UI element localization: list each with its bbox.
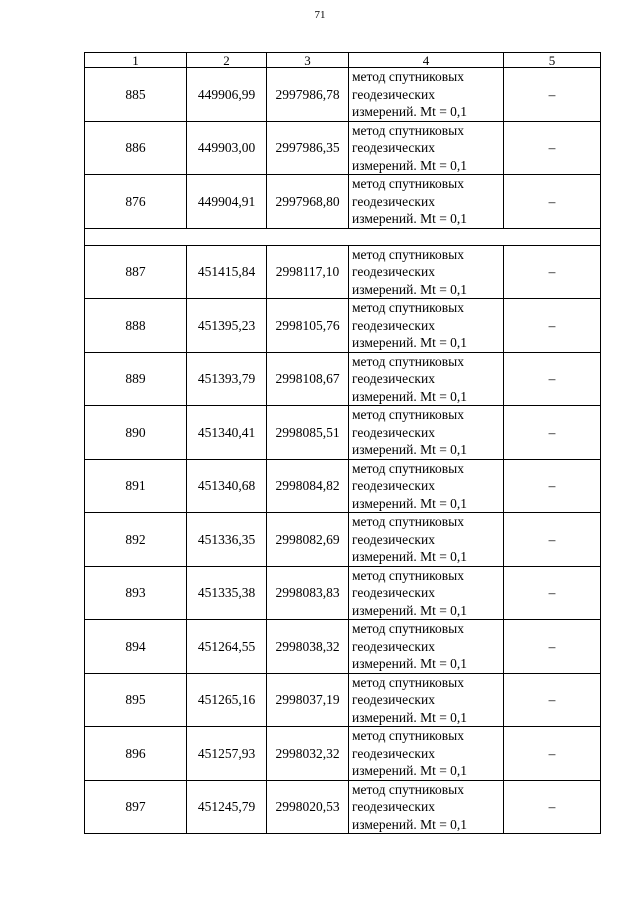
note-cell: –	[504, 299, 601, 353]
y-coordinate-cell: 2998038,32	[267, 620, 349, 674]
note-cell: –	[504, 245, 601, 299]
method-line: метод спутниковых	[352, 300, 464, 315]
method-line: измерений. Mt = 0,1	[352, 602, 468, 618]
point-id-cell: 888	[85, 299, 187, 353]
separator-row	[85, 228, 601, 245]
x-coordinate-cell: 449903,00	[187, 121, 267, 175]
method-line: измерений. Mt = 0,1	[352, 388, 468, 404]
table-row	[85, 121, 601, 175]
method-line: метод спутниковых	[352, 674, 464, 690]
table-row	[85, 780, 601, 834]
separator-cell	[85, 228, 601, 245]
method-line: измерений. Mt = 0,1	[352, 709, 468, 725]
y-coordinate-cell: 2998037,19	[267, 673, 349, 727]
x-coordinate-cell: 451393,79	[187, 352, 267, 406]
method-line: метод спутниковых	[352, 176, 464, 191]
method-line: геодезических	[352, 317, 435, 333]
table-row	[85, 406, 601, 460]
note-cell: –	[504, 121, 601, 175]
method-line: метод спутниковых	[352, 514, 464, 529]
coordinates-table	[84, 52, 601, 834]
point-id-cell: 895	[85, 673, 187, 727]
header-cell: 5	[504, 53, 601, 68]
header-cell: 1	[85, 53, 187, 68]
y-coordinate-cell: 2998108,67	[267, 352, 349, 406]
method-line: геодезических	[352, 86, 435, 102]
method-line: измерений. Mt = 0,1	[352, 211, 468, 226]
note-cell: –	[504, 68, 601, 122]
method-line: метод спутниковых	[352, 69, 464, 84]
method-cell	[349, 68, 504, 122]
method-line: геодезических	[352, 638, 435, 654]
table-row	[85, 459, 601, 513]
point-id-cell: 887	[85, 245, 187, 299]
table-row	[85, 620, 601, 674]
point-id-cell: 892	[85, 513, 187, 567]
note-cell: –	[504, 459, 601, 513]
method-cell	[349, 352, 504, 406]
method-line: геодезических	[352, 140, 435, 155]
table-row	[85, 175, 601, 229]
y-coordinate-cell: 2997968,80	[267, 175, 349, 229]
point-id-cell: 891	[85, 459, 187, 513]
table-row	[85, 245, 601, 299]
method-cell	[349, 245, 504, 299]
method-line: измерений. Mt = 0,1	[352, 104, 468, 119]
point-id-cell: 889	[85, 352, 187, 406]
method-line: метод спутниковых	[352, 122, 464, 138]
method-line: измерений. Mt = 0,1	[352, 816, 468, 832]
method-line: метод спутниковых	[352, 621, 464, 636]
table-row	[85, 68, 601, 122]
x-coordinate-cell: 449906,99	[187, 68, 267, 122]
method-line: метод спутниковых	[352, 567, 464, 583]
y-coordinate-cell: 2998105,76	[267, 299, 349, 353]
y-coordinate-cell: 2998020,53	[267, 780, 349, 834]
x-coordinate-cell: 451395,23	[187, 299, 267, 353]
method-line: геодезических	[352, 692, 435, 707]
x-coordinate-cell: 451245,79	[187, 780, 267, 834]
method-line: геодезических	[352, 799, 435, 814]
method-line: измерений. Mt = 0,1	[352, 495, 468, 511]
note-cell: –	[504, 513, 601, 567]
x-coordinate-cell: 449904,91	[187, 175, 267, 229]
page-number: 71	[314, 9, 326, 21]
x-coordinate-cell: 451257,93	[187, 727, 267, 781]
y-coordinate-cell: 2998117,10	[267, 245, 349, 299]
note-cell: –	[504, 727, 601, 781]
y-coordinate-cell: 2998082,69	[267, 513, 349, 567]
method-line: геодезических	[352, 371, 435, 386]
method-line: метод спутниковых	[352, 246, 464, 262]
method-line: измерений. Mt = 0,1	[352, 656, 468, 671]
note-cell: –	[504, 780, 601, 834]
header-cell: 3	[267, 53, 349, 68]
method-line: метод спутниковых	[352, 460, 464, 476]
y-coordinate-cell: 2998084,82	[267, 459, 349, 513]
table-row	[85, 673, 601, 727]
method-cell	[349, 121, 504, 175]
table-row	[85, 566, 601, 620]
method-line: геодезических	[352, 585, 435, 600]
x-coordinate-cell: 451340,41	[187, 406, 267, 460]
y-coordinate-cell: 2997986,35	[267, 121, 349, 175]
table-row	[85, 352, 601, 406]
method-cell	[349, 727, 504, 781]
method-cell	[349, 299, 504, 353]
method-line: измерений. Mt = 0,1	[352, 281, 468, 297]
x-coordinate-cell: 451415,84	[187, 245, 267, 299]
method-line: геодезических	[352, 531, 435, 547]
x-coordinate-cell: 451340,68	[187, 459, 267, 513]
point-id-cell: 890	[85, 406, 187, 460]
point-id-cell: 896	[85, 727, 187, 781]
method-line: измерений. Mt = 0,1	[352, 442, 468, 457]
method-cell	[349, 780, 504, 834]
note-cell: –	[504, 620, 601, 674]
point-id-cell: 876	[85, 175, 187, 229]
method-line: метод спутниковых	[352, 781, 464, 797]
method-cell	[349, 620, 504, 674]
x-coordinate-cell: 451336,35	[187, 513, 267, 567]
method-cell	[349, 406, 504, 460]
note-cell: –	[504, 175, 601, 229]
point-id-cell: 886	[85, 121, 187, 175]
table-row	[85, 299, 601, 353]
point-id-cell: 894	[85, 620, 187, 674]
method-line: метод спутниковых	[352, 728, 464, 743]
x-coordinate-cell: 451335,38	[187, 566, 267, 620]
note-cell: –	[504, 673, 601, 727]
method-cell	[349, 175, 504, 229]
note-cell: –	[504, 352, 601, 406]
note-cell: –	[504, 566, 601, 620]
method-cell	[349, 513, 504, 567]
method-line: метод спутниковых	[352, 353, 464, 369]
header-cell: 4	[349, 53, 504, 68]
method-line: геодезических	[352, 424, 435, 440]
method-line: измерений. Mt = 0,1	[352, 549, 468, 564]
method-cell	[349, 459, 504, 513]
note-cell: –	[504, 406, 601, 460]
method-line: метод спутниковых	[352, 407, 464, 422]
method-line: геодезических	[352, 478, 435, 493]
method-line: геодезических	[352, 264, 435, 279]
method-line: геодезических	[352, 193, 435, 209]
header-cell: 2	[187, 53, 267, 68]
y-coordinate-cell: 2998085,51	[267, 406, 349, 460]
y-coordinate-cell: 2998032,32	[267, 727, 349, 781]
table-row	[85, 513, 601, 567]
point-id-cell: 897	[85, 780, 187, 834]
y-coordinate-cell: 2997986,78	[267, 68, 349, 122]
header-row	[85, 53, 601, 68]
method-cell	[349, 566, 504, 620]
x-coordinate-cell: 451264,55	[187, 620, 267, 674]
method-line: измерений. Mt = 0,1	[352, 335, 468, 350]
method-line: геодезических	[352, 745, 435, 761]
point-id-cell: 885	[85, 68, 187, 122]
method-line: измерений. Mt = 0,1	[352, 157, 468, 173]
method-cell	[349, 673, 504, 727]
x-coordinate-cell: 451265,16	[187, 673, 267, 727]
table-row	[85, 727, 601, 781]
method-line: измерений. Mt = 0,1	[352, 763, 468, 778]
table-body	[85, 53, 601, 834]
point-id-cell: 893	[85, 566, 187, 620]
y-coordinate-cell: 2998083,83	[267, 566, 349, 620]
